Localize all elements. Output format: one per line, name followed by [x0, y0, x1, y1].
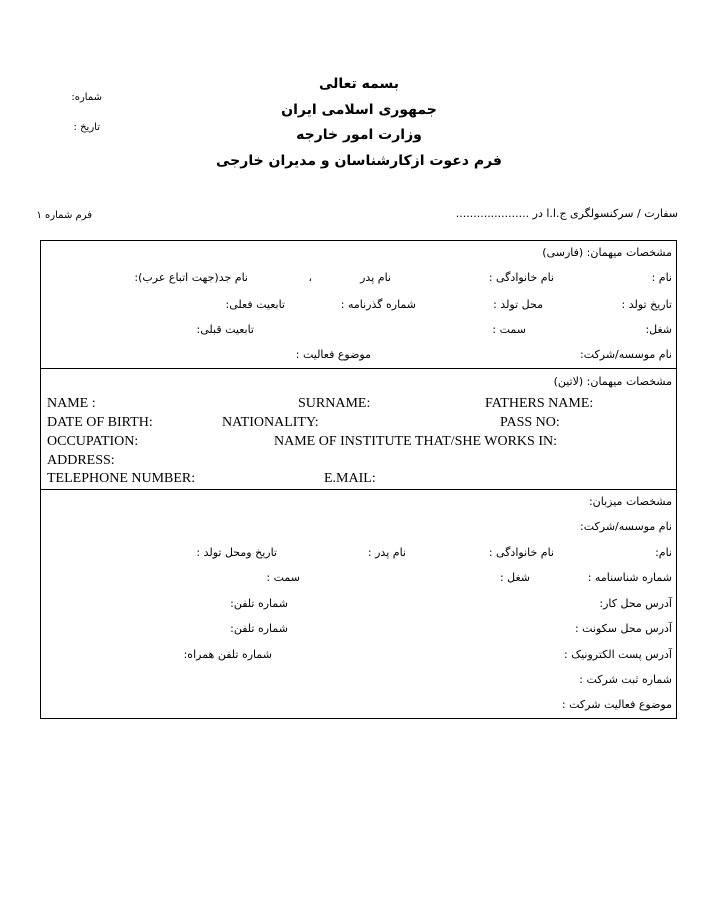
guest-nationality-label: تابعیت فعلی: — [225, 298, 285, 311]
host-family-label: نام خانوادگی : — [488, 546, 554, 559]
guest-birthdate-label: تاریخ تولد : — [621, 298, 672, 311]
host-registration-label: شماره ثبت شرکت : — [579, 673, 672, 686]
host-phone1-label: شماره تلفن: — [230, 597, 288, 610]
host-job-label: شغل : — [499, 571, 530, 584]
guest-activity-label: موضوع فعالیت : — [295, 348, 371, 361]
header-line-3: وزارت امور خارجه — [296, 127, 422, 143]
host-work-address-label: آدرس محل کار: — [599, 597, 672, 610]
header-form-title: فرم دعوت ازکارشناسان و مدیران خارجی — [216, 153, 502, 169]
date-label: تاریخ : — [73, 122, 100, 133]
guest-position-label: سمت : — [492, 323, 526, 336]
guest-job-label: شغل: — [645, 323, 672, 336]
en-institute-label: NAME OF INSTITUTE THAT/SHE WORKS IN: — [274, 434, 557, 449]
guest-family-label: نام خانوادگی : — [488, 271, 554, 284]
en-passport-label: PASS NO: — [500, 415, 560, 430]
header-line-1: بسمه تعالی — [318, 76, 400, 92]
divider-2 — [40, 489, 677, 490]
host-mobile-label: شماره تلفن همراه: — [183, 648, 272, 661]
host-id-label: شماره شناسنامه : — [587, 571, 672, 584]
divider-1 — [40, 368, 677, 369]
form-number: فرم شماره ۱ — [36, 210, 92, 221]
en-name-label: NAME : — [47, 396, 96, 411]
host-position-label: سمت : — [266, 571, 300, 584]
en-dob-label: DATE OF BIRTH: — [47, 415, 153, 430]
en-email-label: E.MAIL: — [324, 471, 376, 486]
embassy-line: سفارت / سرکنسولگری ج.ا.ا در ..................... — [455, 207, 678, 220]
comma-separator: ، — [308, 271, 312, 284]
guest-father-label: نام پدر — [360, 271, 391, 284]
host-email-label: آدرس پست الکترونیک : — [564, 648, 672, 661]
host-father-label: نام پدر : — [367, 546, 406, 559]
guest-en-title: مشخصات میهمان: (لاتین) — [553, 375, 672, 388]
en-surname-label: SURNAME: — [298, 396, 371, 411]
en-address-label: ADDRESS: — [47, 453, 115, 468]
header-line-2: جمهوری اسلامی ایران — [281, 102, 437, 118]
guest-fa-title: مشخصات میهمان: (فارسی) — [542, 246, 672, 259]
guest-birthplace-label: محل تولد : — [493, 298, 543, 311]
host-institute-label: نام موسسه/شرکت: — [580, 520, 672, 533]
host-activity-label: موضوع فعالیت شرکت : — [561, 698, 672, 711]
en-occupation-label: OCCUPATION: — [47, 434, 139, 449]
en-father-label: FATHERS NAME: — [485, 396, 594, 411]
guest-name-label: نام : — [651, 271, 672, 284]
number-label: شماره: — [71, 92, 102, 103]
host-home-address-label: آدرس محل سکونت : — [574, 622, 672, 635]
en-nationality-label: NATIONALITY: — [222, 415, 319, 430]
guest-prev-nationality-label: تابعیت قبلی: — [196, 323, 254, 336]
guest-institute-label: نام موسسه/شرکت: — [580, 348, 672, 361]
host-title: مشخصات میزبان: — [588, 495, 672, 508]
guest-passport-label: شماره گذرنامه : — [340, 298, 416, 311]
host-name-label: نام: — [655, 546, 672, 559]
guest-grandfather-label: نام جد(جهت اتباع عرب): — [134, 271, 248, 284]
host-phone2-label: شماره تلفن: — [230, 622, 288, 635]
en-telephone-label: TELEPHONE NUMBER: — [47, 471, 196, 486]
host-birth-label: تاریخ ومحل تولد : — [196, 546, 277, 559]
